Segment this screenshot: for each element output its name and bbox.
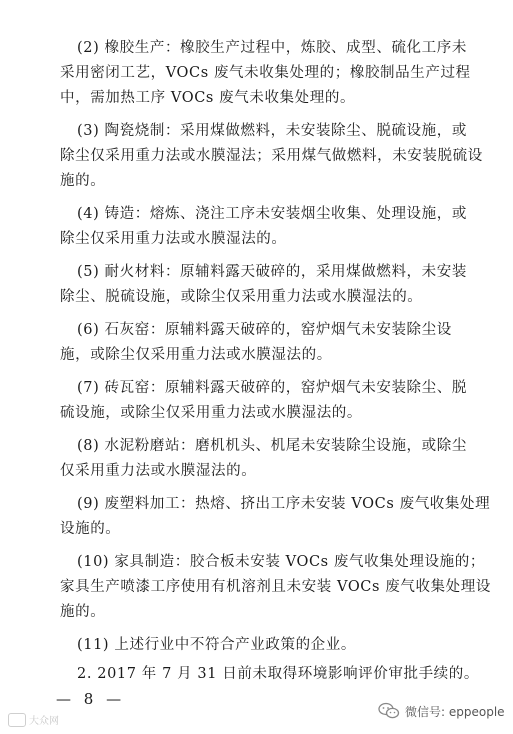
text-line: (9) 废塑料加工：热熔、挤出工序未安装 VOCs 废气收集处理 [77,496,491,512]
text-line: 施的。 [60,604,106,620]
text-line: (10) 家具制造：胶合板未安装 VOCs 废气收集处理设施的； [77,554,485,570]
text-line: 采用密闭工艺，VOCs 废气未收集处理的；橡胶制品生产过程 [60,65,471,81]
text-line: 施的。 [60,173,106,189]
text-line: 除尘、脱硫设施，或除尘仅采用重力法或水膜湿法的。 [60,289,423,305]
text-line: 家具生产喷漆工序使用有机溶剂且未安装 VOCs 废气收集处理设 [60,579,491,595]
text-line: (6) 石灰窑：原辅料露天破碎的，窑炉烟气未安装除尘设 [77,322,452,338]
text-line: (2) 橡胶生产：橡胶生产过程中，炼胶、成型、硫化工序未 [77,40,467,56]
watermark-logo-icon [8,713,26,727]
text-line: 设施的。 [60,521,121,537]
text-line: 除尘仅采用重力法或水膜湿法的。 [60,231,287,247]
watermark-right-text: 微信号: eppeople [405,704,505,719]
watermark-right [378,702,505,720]
text-line: (3) 陶瓷烧制：采用煤做燃料，未安装除尘、脱硫设施，或 [77,123,467,139]
text-line: 施，或除尘仅采用重力法或水膜湿法的。 [60,347,332,363]
text-line: (11) 上述行业中不符合产业政策的企业。 [77,637,356,653]
text-line: 硫设施，或除尘仅采用重力法或水膜湿法的。 [60,405,362,421]
text-line: (8) 水泥粉磨站：磨机机头、机尾未安装除尘设施，或除尘 [77,438,467,454]
watermark-left-text: 大众网 [29,716,59,727]
page-number: — 8 — [56,690,126,708]
text-line: 仅采用重力法或水膜湿法的。 [60,463,257,479]
watermark-left [8,712,59,727]
text-line: (4) 铸造：熔炼、浇注工序未安装烟尘收集、处理设施，或 [77,206,467,222]
wechat-icon [378,702,400,720]
text-line: 2. 2017 年 7 月 31 日前未取得环境影响评价审批手续的。 [77,666,479,682]
text-line: (7) 砖瓦窑：原辅料露天破碎的，窑炉烟气未安装除尘、脱 [77,380,467,396]
text-line: 除尘仅采用重力法或水膜湿法；采用煤气做燃料，未安装脱硫设 [60,148,483,164]
text-line: (5) 耐火材料：原辅料露天破碎的，采用煤做燃料，未安装 [77,264,467,280]
text-line: 中，需加热工序 VOCs 废气未收集处理的。 [60,90,356,106]
